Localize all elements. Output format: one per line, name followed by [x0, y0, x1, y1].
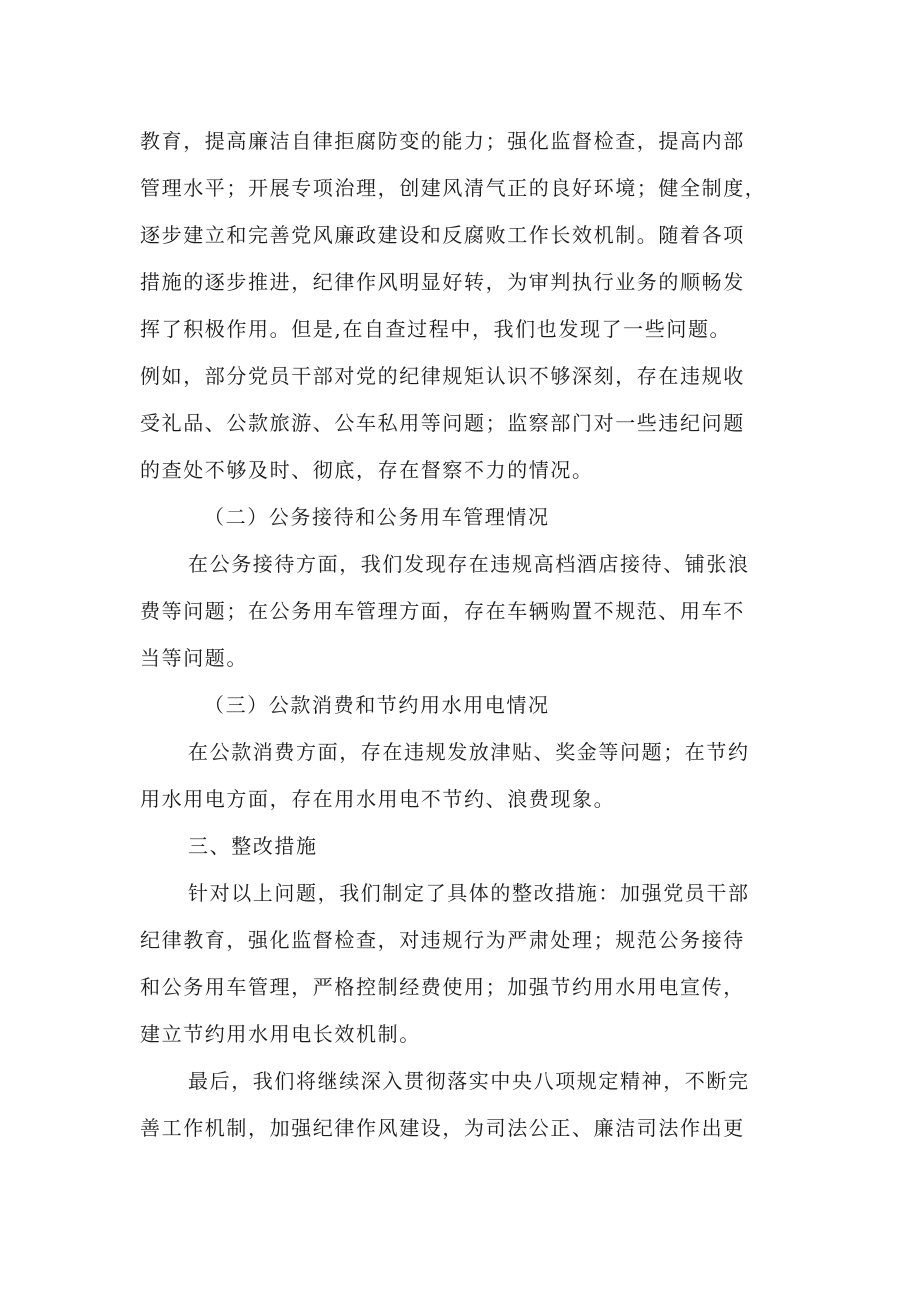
- body-line: 和公务用车管理，严格控制经费使用；加强节约用水用电宣传，: [140, 975, 745, 999]
- body-line: 费等问题；在公务用车管理方面，存在车辆购置不规范、用车不: [140, 599, 745, 623]
- body-line: 建立节约用水用电长效机制。: [140, 1022, 421, 1046]
- body-line: 例如，部分党员干部对党的纪律规矩认识不够深刻，存在违规收: [140, 364, 745, 388]
- section-heading: 三、整改措施: [188, 834, 318, 858]
- document-body: [140, 118, 800, 1152]
- body-line: 在公务接待方面，我们发现存在违规高档酒店接待、铺张浪: [188, 552, 750, 576]
- body-line: 善工作机制，加强纪律作风建设，为司法公正、廉洁司法作出更: [140, 1116, 745, 1140]
- body-line: 教育，提高廉洁自律拒腐防变的能力；强化监督检查，提高内部: [140, 129, 745, 153]
- body-line: 管理水平；开展专项治理，创建风清气正的良好环境；健全制度，: [140, 176, 767, 200]
- section-heading: （二）公务接待和公务用车管理情况: [204, 505, 550, 529]
- body-line: 最后，我们将继续深入贯彻落实中央八项规定精神，不断完: [188, 1069, 750, 1093]
- body-line: 受礼品、公款旅游、公车私用等问题；监察部门对一些违纪问题: [140, 411, 745, 435]
- body-line: 纪律教育，强化监督检查，对违规行为严肃处理；规范公务接待: [140, 928, 745, 952]
- body-line: 在公款消费方面，存在违规发放津贴、奖金等问题；在节约: [188, 740, 750, 764]
- body-line: 当等问题。: [140, 646, 248, 670]
- body-line: 的查处不够及时、彻底，存在督察不力的情况。: [140, 458, 594, 482]
- body-line: 逐步建立和完善党风廉政建设和反腐败工作长效机制。随着各项: [140, 223, 745, 247]
- body-line: 挥了积极作用。但是,在自查过程中，我们也发现了一些问题。: [140, 317, 732, 341]
- body-line: 措施的逐步推进，纪律作风明显好转，为审判执行业务的顺畅发: [140, 270, 745, 294]
- section-heading: （三）公款消费和节约用水用电情况: [204, 693, 550, 717]
- body-line: 用水用电方面，存在用水用电不节约、浪费现象。: [140, 787, 616, 811]
- body-line: 针对以上问题，我们制定了具体的整改措施：加强党员干部: [188, 881, 750, 905]
